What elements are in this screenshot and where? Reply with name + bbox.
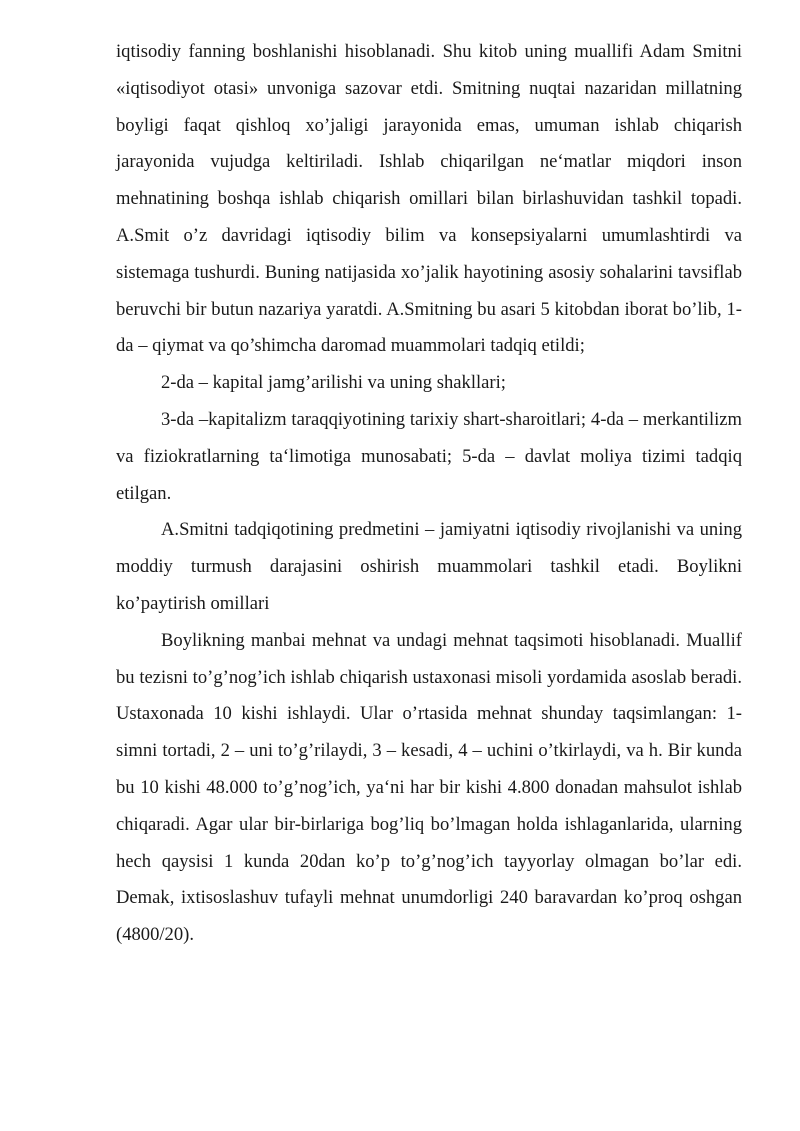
document-page	[116, 34, 742, 954]
paragraph-1: iqtisodiy fanning boshlanishi hisoblanadi. Shu kitob uning muallifi Adam Smitni «iqtisodiyot otasi» unvoniga sazovar etdi. Smitning nuqtai nazaridan millatning boyligi faqat qishloq xo’jaligi jarayonida emas, umuman ishlab chiqarish jarayonida vujudga keltiriladi. Ishlab chiqarilgan ne‘matlar miqdori inson mehnatining boshqa ishlab chiqarish omillari bilan birlashuvidan tashkil topadi. A.Smit o’z davridagi iqtisodiy bilim va konsepsiyalarni umumlashtirdi va sistemaga tushurdi. Buning natijasida xo’jalik hayotining asosiy sohalarini tavsiflab beruvchi bir butun nazariya yaratdi. A.Smitning bu asari 5 kitobdan iborat bo’lib, 1-da – qiymat va qo’shimcha daromad muammolari tadqiq etildi;	[116, 41, 742, 357]
paragraph-4: A.Smitni tadqiqotining predmetini – jamiyatni iqtisodiy rivojlanishi va uning moddiy turmush darajasini oshirish muammolari tashkil etadi. Boylikni ko’paytirish omillari	[116, 519, 742, 614]
paragraph-5: Boylikning manbai mehnat va undagi mehnat taqsimoti hisoblanadi. Muallif bu tezisni to’g’nog’ich ishlab chiqarish ustaxonasi misoli yordamida asoslab beradi. Ustaxonada 10 kishi ishlaydi. Ular o’rtasida mehnat shunday taqsimlangan: 1- simni tortadi, 2 – uni to’g’rilaydi, 3 – kesadi, 4 – uchini o’tkirlaydi, va h. Bir kunda bu 10 kishi 48.000 to’g’nog’ich, ya‘ni har bir kishi 4.800 donadan mahsulot ishlab chiqaradi. Agar ular bir-birlariga bog’liq bo’lmagan holda ishlaganlarida, ularning hech qaysisi 1 kunda 20dan ko’p to’g’nog’ich tayyorlay olmagan bo’lar edi. Demak, ixtisoslashuv tufayli mehnat unumdorligi 240 baravardan ko’proq oshgan (4800/20).	[116, 629, 742, 946]
paragraph-3: 3-da –kapitalizm taraqqiyotining tarixiy shart-sharoitlari; 4-da – merkantilizm va fiziokratlarning ta‘limotiga munosabati; 5-da – davlat moliya tizimi tadqiq etilgan.	[116, 408, 742, 504]
paragraph-2: 2-da – kapital jamg’arilishi va uning shakllari;	[161, 372, 506, 394]
